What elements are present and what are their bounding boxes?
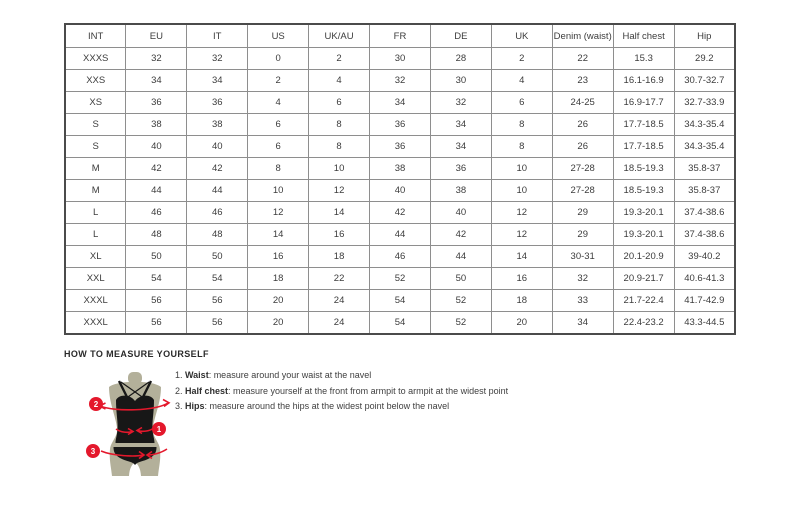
table-cell: S	[65, 136, 126, 158]
instruction-label: Hips	[185, 401, 205, 411]
table-cell: 48	[187, 224, 248, 246]
table-cell: XL	[65, 246, 126, 268]
table-cell: 27-28	[552, 158, 613, 180]
table-cell: XXS	[65, 70, 126, 92]
size-chart-table	[64, 23, 736, 335]
column-header: US	[248, 24, 309, 48]
table-cell: 12	[491, 202, 552, 224]
table-cell: 32.7-33.9	[674, 92, 735, 114]
table-cell: 34	[430, 114, 491, 136]
table-cell: 36	[430, 158, 491, 180]
table-cell: 26	[552, 136, 613, 158]
table-row	[65, 224, 735, 246]
table-cell: XXL	[65, 268, 126, 290]
table-cell: 6	[309, 92, 370, 114]
table-cell: 44	[187, 180, 248, 202]
table-cell: XXXS	[65, 48, 126, 70]
table-cell: 30	[430, 70, 491, 92]
table-cell: 4	[309, 70, 370, 92]
table-row	[65, 92, 735, 114]
table-cell: 30	[370, 48, 431, 70]
table-cell: 29	[552, 202, 613, 224]
table-cell: 56	[126, 290, 187, 312]
instruction-item	[175, 371, 508, 381]
table-row	[65, 48, 735, 70]
chest-badge	[89, 397, 103, 411]
table-cell: 56	[187, 290, 248, 312]
table-cell: 16.9-17.7	[613, 92, 674, 114]
table-cell: 26	[552, 114, 613, 136]
table-cell: 54	[370, 290, 431, 312]
table-cell: 18.5-19.3	[613, 158, 674, 180]
table-cell: 40	[126, 136, 187, 158]
table-cell: L	[65, 224, 126, 246]
instruction-label: Waist	[185, 370, 209, 380]
table-cell: 30-31	[552, 246, 613, 268]
table-cell: XS	[65, 92, 126, 114]
table-cell: 35.8-37	[674, 180, 735, 202]
instruction-text: : measure yourself at the front from armpit to armpit at the widest point	[228, 385, 509, 396]
table-cell: 32	[370, 70, 431, 92]
table-cell: 8	[309, 114, 370, 136]
table-cell: 35.8-37	[674, 158, 735, 180]
table-cell: 18.5-19.3	[613, 180, 674, 202]
column-header: UK/AU	[309, 24, 370, 48]
table-cell: 52	[430, 290, 491, 312]
table-cell: 20	[248, 312, 309, 335]
table-cell: 18	[491, 290, 552, 312]
measurement-figure	[85, 372, 185, 478]
table-row	[65, 70, 735, 92]
table-cell: 38	[370, 158, 431, 180]
table-cell: 8	[309, 136, 370, 158]
table-cell: 6	[491, 92, 552, 114]
table-cell: 8	[248, 158, 309, 180]
table-cell: 14	[248, 224, 309, 246]
table-cell: 43.3-44.5	[674, 312, 735, 335]
table-cell: 32	[552, 268, 613, 290]
table-cell: 17.7-18.5	[613, 114, 674, 136]
table-cell: 54	[370, 312, 431, 335]
table-cell: 10	[248, 180, 309, 202]
instruction-number: 2.	[175, 385, 186, 396]
table-cell: 16	[309, 224, 370, 246]
waist-badge	[152, 422, 166, 436]
table-cell: S	[65, 114, 126, 136]
column-header: UK	[491, 24, 552, 48]
table-cell: 10	[491, 158, 552, 180]
table-row	[65, 290, 735, 312]
table-cell: 16	[248, 246, 309, 268]
hips-badge	[86, 444, 100, 458]
instruction-item	[175, 387, 508, 397]
table-cell: 50	[187, 246, 248, 268]
table-cell: L	[65, 202, 126, 224]
table-cell: 38	[187, 114, 248, 136]
measure-section-title: HOW TO MEASURE YOURSELF	[64, 349, 209, 359]
table-row	[65, 158, 735, 180]
instruction-item	[175, 402, 508, 412]
table-cell: 20.1-20.9	[613, 246, 674, 268]
table-cell: 50	[430, 268, 491, 290]
table-cell: 32	[187, 48, 248, 70]
table-cell: 22	[309, 268, 370, 290]
table-cell: 30.7-32.7	[674, 70, 735, 92]
table-cell: 56	[126, 312, 187, 335]
table-cell: 40	[370, 180, 431, 202]
table-cell: 34.3-35.4	[674, 114, 735, 136]
table-row	[65, 268, 735, 290]
table-cell: 44	[430, 246, 491, 268]
table-cell: 40	[187, 136, 248, 158]
column-header: Denim (waist)	[552, 24, 613, 48]
column-header: INT	[65, 24, 126, 48]
table-cell: 40	[430, 202, 491, 224]
table-cell: 56	[187, 312, 248, 335]
table-cell: 4	[491, 70, 552, 92]
mannequin-illustration	[85, 372, 185, 478]
table-cell: 6	[248, 136, 309, 158]
table-cell: 42	[430, 224, 491, 246]
table-cell: 44	[370, 224, 431, 246]
table-cell: 16	[491, 268, 552, 290]
table-cell: 34	[430, 136, 491, 158]
table-cell: 12	[248, 202, 309, 224]
table-cell: 46	[187, 202, 248, 224]
table-cell: 2	[248, 70, 309, 92]
table-cell: 12	[491, 224, 552, 246]
table-cell: 32	[430, 92, 491, 114]
table-cell: 29.2	[674, 48, 735, 70]
column-header: Half chest	[613, 24, 674, 48]
table-cell: M	[65, 180, 126, 202]
table-cell: 38	[430, 180, 491, 202]
hips-badge-number: 3	[90, 446, 96, 456]
table-cell: M	[65, 158, 126, 180]
table-cell: 14	[491, 246, 552, 268]
table-cell: 41.7-42.9	[674, 290, 735, 312]
table-cell: 17.7-18.5	[613, 136, 674, 158]
table-cell: 34	[187, 70, 248, 92]
table-cell: 37.4-38.6	[674, 202, 735, 224]
table-cell: 44	[126, 180, 187, 202]
table-cell: 18	[248, 268, 309, 290]
table-cell: 2	[491, 48, 552, 70]
table-cell: 24	[309, 290, 370, 312]
size-chart-header	[65, 24, 735, 48]
table-cell: 24	[309, 312, 370, 335]
table-cell: 14	[309, 202, 370, 224]
column-header: DE	[430, 24, 491, 48]
table-cell: 15.3	[613, 48, 674, 70]
table-cell: 24-25	[552, 92, 613, 114]
table-cell: 42	[370, 202, 431, 224]
table-cell: 6	[248, 114, 309, 136]
table-row	[65, 312, 735, 335]
table-row	[65, 136, 735, 158]
column-header: IT	[187, 24, 248, 48]
table-cell: 8	[491, 136, 552, 158]
table-cell: 46	[126, 202, 187, 224]
table-cell: 36	[370, 114, 431, 136]
table-cell: 36	[126, 92, 187, 114]
table-cell: 34	[370, 92, 431, 114]
table-cell: 28	[430, 48, 491, 70]
table-row	[65, 114, 735, 136]
table-cell: 34	[552, 312, 613, 335]
table-cell: 8	[491, 114, 552, 136]
table-cell: 22	[552, 48, 613, 70]
table-cell: 16.1-16.9	[613, 70, 674, 92]
swimsuit-top	[116, 396, 155, 443]
table-cell: 37.4-38.6	[674, 224, 735, 246]
instruction-text: : measure around the hips at the widest point below the navel	[204, 401, 450, 411]
table-cell: 52	[430, 312, 491, 335]
table-cell: 36	[187, 92, 248, 114]
table-cell: 19.3-20.1	[613, 202, 674, 224]
chest-badge-number: 2	[93, 399, 99, 409]
table-cell: 4	[248, 92, 309, 114]
table-cell: 10	[309, 158, 370, 180]
table-cell: 12	[309, 180, 370, 202]
table-row	[65, 246, 735, 268]
table-cell: 20	[248, 290, 309, 312]
size-chart-body	[65, 48, 735, 335]
table-cell: 10	[491, 180, 552, 202]
table-cell: 36	[370, 136, 431, 158]
table-row	[65, 202, 735, 224]
waist-badge-number: 1	[156, 424, 162, 434]
table-cell: 48	[126, 224, 187, 246]
table-cell: 39-40.2	[674, 246, 735, 268]
column-header: EU	[126, 24, 187, 48]
table-cell: 50	[126, 246, 187, 268]
header-row	[65, 24, 735, 48]
table-cell: 21.7-22.4	[613, 290, 674, 312]
table-cell: XXXL	[65, 290, 126, 312]
table-cell: 54	[187, 268, 248, 290]
table-cell: 46	[370, 246, 431, 268]
table-cell: 32	[126, 48, 187, 70]
table-cell: 42	[126, 158, 187, 180]
table-cell: 2	[309, 48, 370, 70]
table-cell: 22.4-23.2	[613, 312, 674, 335]
table-cell: 29	[552, 224, 613, 246]
table-cell: 0	[248, 48, 309, 70]
table-cell: 40.6-41.3	[674, 268, 735, 290]
column-header: FR	[370, 24, 431, 48]
table-cell: 19.3-20.1	[613, 224, 674, 246]
table-cell: 27-28	[552, 180, 613, 202]
table-cell: 42	[187, 158, 248, 180]
table-cell: 38	[126, 114, 187, 136]
measure-instructions	[175, 371, 508, 418]
table-cell: 34.3-35.4	[674, 136, 735, 158]
instruction-number: 3.	[175, 401, 186, 411]
column-header: Hip	[674, 24, 735, 48]
table-cell: 23	[552, 70, 613, 92]
table-cell: 52	[370, 268, 431, 290]
table-cell: 20.9-21.7	[613, 268, 674, 290]
table-row	[65, 180, 735, 202]
instruction-text: : measure around your waist at the navel	[208, 370, 372, 380]
table-cell: 18	[309, 246, 370, 268]
table-cell: 33	[552, 290, 613, 312]
table-cell: 20	[491, 312, 552, 335]
table-cell: XXXL	[65, 312, 126, 335]
instruction-label: Half chest	[185, 385, 229, 396]
table-cell: 54	[126, 268, 187, 290]
instruction-number: 1.	[175, 370, 186, 380]
table-cell: 34	[126, 70, 187, 92]
